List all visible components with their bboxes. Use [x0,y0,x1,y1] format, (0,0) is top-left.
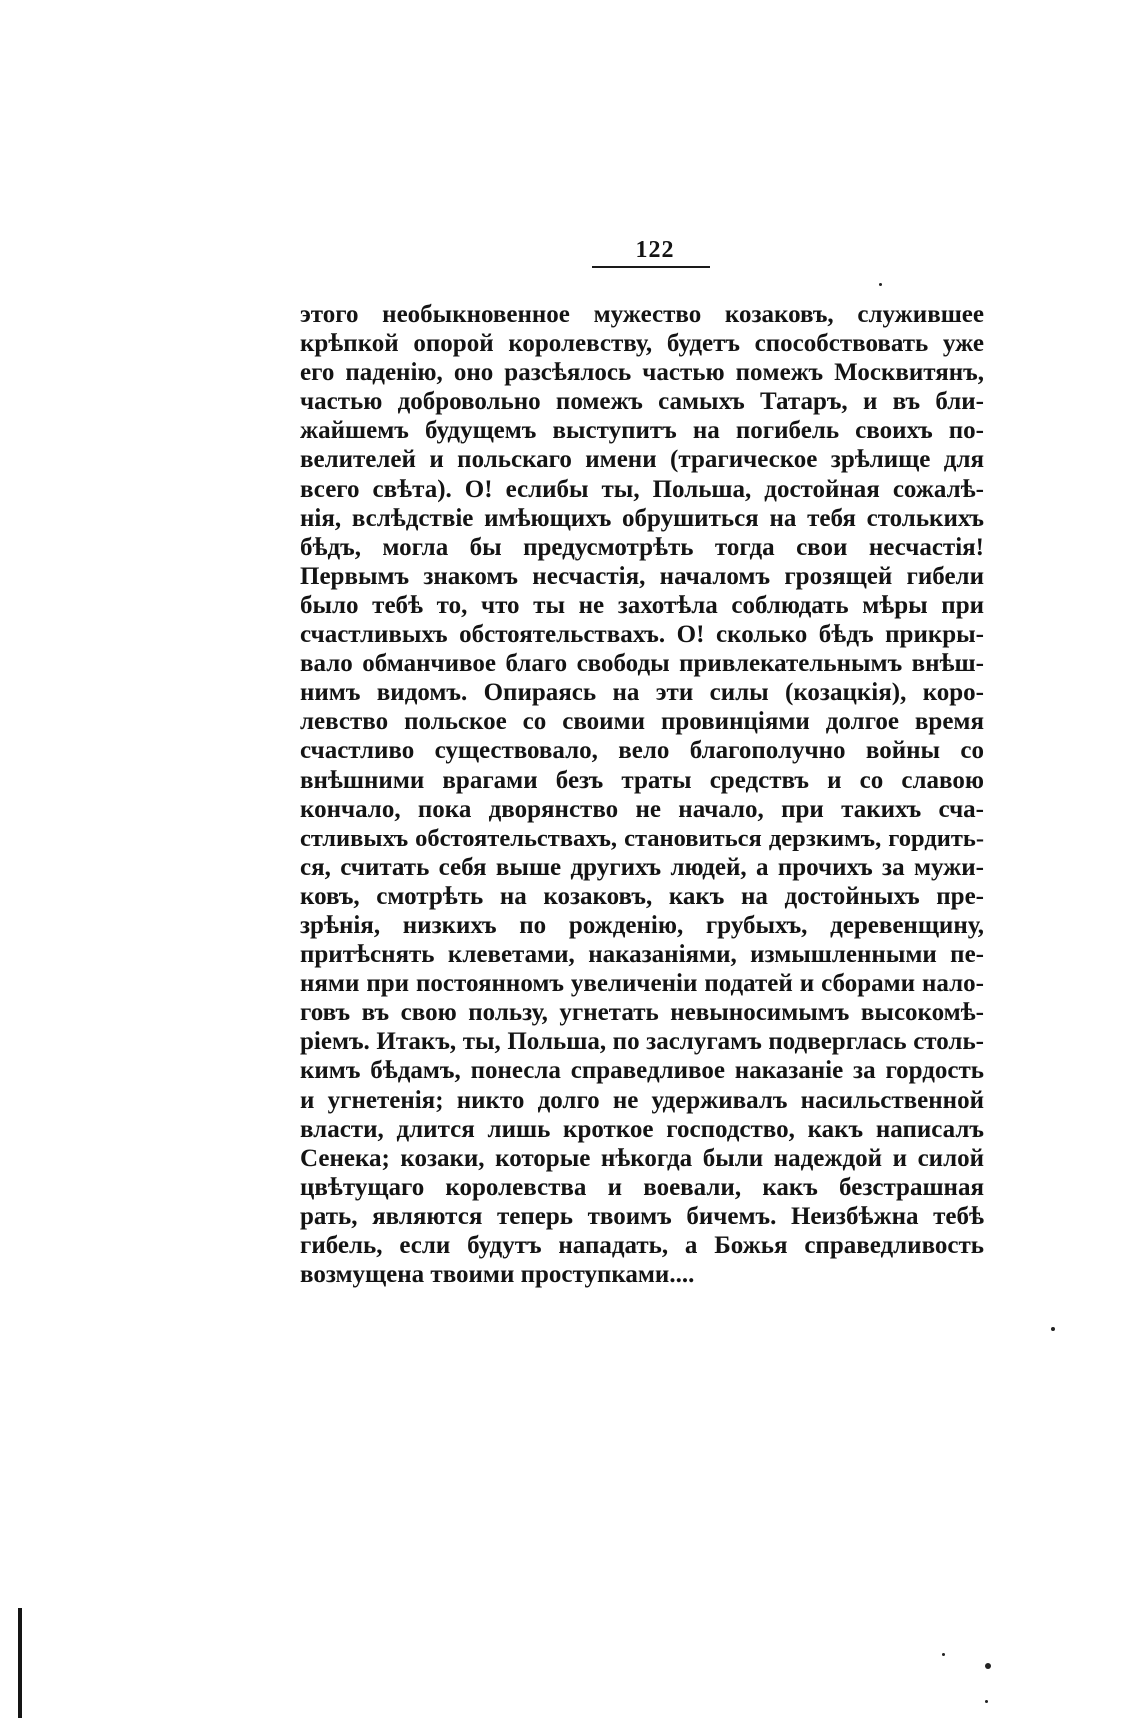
text-line: кимъ бѣдамъ, понесла справедливое наказаніе за гордость [300,1057,984,1085]
text-line: возмущена твоими проступками.... [300,1261,695,1289]
text-line: ріемъ. Итакъ, ты, Польша, по заслугамъ подверглась столь- [300,1028,984,1056]
text-line: власти, длится лишь кроткое господство, какъ написалъ [300,1115,984,1143]
text-line: бѣдъ, могла бы предусмотрѣть тогда свои несчастія! [300,533,984,561]
text-line: гибель, если будутъ нападать, а Божья справедливость [300,1232,984,1259]
text-line: зрѣнія, низкихъ по рожденію, грубыхъ, деревенщину, [300,911,984,939]
page-number: 122 [635,237,675,263]
text-line: Первымъ знакомъ несчастія, началомъ грозящей гибели [300,562,984,590]
text-line: было тебѣ то, что ты не захотѣла соблюдать мѣры при [300,591,984,619]
scan-speck [985,1663,991,1669]
text-line: нимъ видомъ. Опираясь на эти силы (козацкія), коро- [300,679,984,707]
text-line: говъ въ свою пользу, угнетать невыносимымъ высокомѣ- [300,999,984,1027]
text-line: счастливо существовало, вело благополучно войны со [300,737,984,765]
text-line: его паденію, оно разсѣялось частью пoмежъ Москвитянъ, [300,359,984,387]
text-line: и угнетенія; никто долго не удерживалъ насильственной [300,1086,984,1114]
text-line: частью добровольно помежъ самыхъ Татаръ, и въ бли- [300,388,984,416]
text-line: цвѣтущаго королевства и воевали, какъ безстрашная [300,1173,984,1201]
text-line: кончало, пока дворянство не начало, при такихъ сча- [300,795,984,823]
text-line: этого необыкновенное мужество козаковъ, служившее [300,301,984,328]
scan-speck [1051,1327,1055,1331]
text-line: ся, считать себя выше другихъ людей, а прочихъ за мужи- [300,853,984,881]
scan-edge-mark [18,1608,22,1718]
text-line: нія, вслѣдствіе имѣющихъ обрушиться на тебя столькихъ [300,504,984,532]
text-line: ковъ, смотрѣть на козаковъ, какъ на достойныхъ пре- [300,882,984,910]
text-line: вало обманчивое благо свободы привлекательнымъ внѣш- [300,650,984,678]
text-line: нями при постоянномъ увеличеніи податей и сборами нало- [300,970,984,998]
text-line: рать, являются теперь твоимъ бичемъ. Неизбѣжна тебѣ [300,1202,984,1230]
scan-speck [942,1653,945,1656]
text-line: счастливыхъ обстоятельствахъ. О! сколько бѣдъ прикры- [300,621,984,649]
scan-speck [879,283,882,286]
text-line: стливыхъ обстоятельствахъ, становиться дерзкимъ, гордить- [300,824,984,852]
body-text [300,300,984,1289]
text-line: крѣпкой опорой королевству, будетъ способствовать уже [300,330,984,358]
text-line: всего свѣта). О! еслибы ты, Польша, достойная сожалѣ- [300,475,984,503]
text-line: жайшемъ будущемъ выступитъ на погибель своихъ по- [300,417,984,445]
text-line: притѣснять клеветами, наказаніями, измышленными пе- [300,941,984,969]
scan-speck [985,1700,988,1703]
text-line: велителей и польскаго имени (трагическое зрѣлище для [300,446,984,474]
text-line: внѣшними врагами безъ траты средствъ и со славою [300,766,984,794]
text-line: левство польское со своими провинціями долгое время [300,708,984,736]
text-line: Сенека; козаки, которые нѣкогда были надеждой и силой [300,1144,984,1172]
header-rule [592,266,710,268]
